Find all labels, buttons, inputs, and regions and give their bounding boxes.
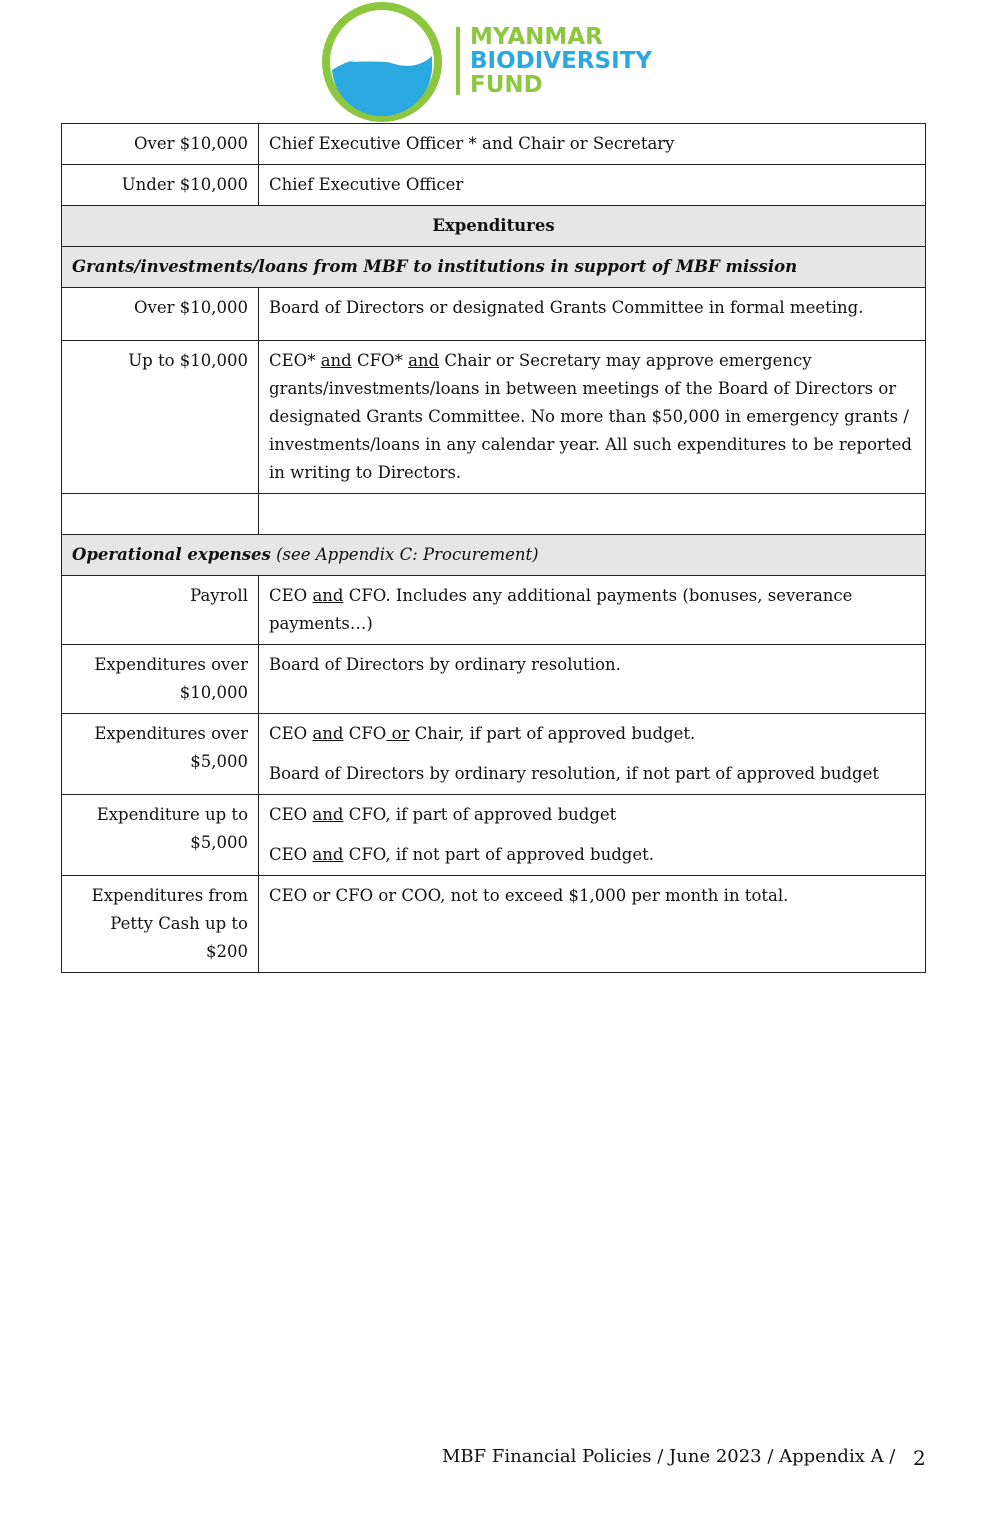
approval-cell <box>259 714 926 795</box>
section-title: Expenditures <box>62 206 926 247</box>
text: CEO* <box>269 351 316 370</box>
table-row <box>62 341 926 494</box>
subsection-row <box>62 535 926 576</box>
logo-line-1: MYANMAR <box>470 24 603 50</box>
amount-cell: Payroll <box>62 576 259 645</box>
approval-line <box>269 841 915 869</box>
empty-cell <box>62 494 259 535</box>
subsection-row <box>62 247 926 288</box>
amount-cell: Over $10,000 <box>62 124 259 165</box>
table-row <box>62 645 926 714</box>
footer-text: MBF Financial Policies / June 2023 / Appendix A / <box>442 1446 896 1467</box>
grants-heading-text: Grants/investments/loans from MBF to institutions in support of MBF mission <box>72 257 798 276</box>
table-row <box>62 795 926 876</box>
amount-cell: Expenditures over $5,000 <box>62 714 259 795</box>
table-row <box>62 288 926 341</box>
text-underlined: and <box>320 351 352 370</box>
empty-cell <box>259 494 926 535</box>
approval-cell <box>259 795 926 876</box>
text-underlined: or <box>386 724 410 743</box>
amount-cell: Up to $10,000 <box>62 341 259 494</box>
amount-cell: Expenditures over $10,000 <box>62 645 259 714</box>
text-underlined: and <box>312 845 344 864</box>
text: CFO <box>343 724 387 743</box>
mbf-logo-icon <box>320 0 446 124</box>
text: Chair or Secretary may approve emergency grants/investments/loans in between meetings of the Board of Directors or designated Grants Committee. No more than $50,000 in emergency grants / investments/loans in any calendar year. All such expenditures to be reported in writing to Directors. <box>269 351 912 482</box>
table-row <box>62 876 926 973</box>
table-row <box>62 165 926 206</box>
text: Chair, if part of approved budget. <box>409 724 696 743</box>
text-underlined: and <box>408 351 440 370</box>
text: CFO, if not part of approved budget. <box>343 845 654 864</box>
text: CEO <box>269 724 308 743</box>
text: CEO <box>269 845 308 864</box>
logo-wordmark <box>470 25 652 97</box>
amount-cell: Over $10,000 <box>62 288 259 341</box>
section-header-row <box>62 206 926 247</box>
text-underlined: and <box>312 805 344 824</box>
operational-heading-rest: (see Appendix C: Procurement) <box>270 545 539 564</box>
text: CFO* <box>351 351 403 370</box>
amount-cell: Expenditure up to $5,000 <box>62 795 259 876</box>
text-underlined: and <box>312 724 344 743</box>
text: CFO. Includes any additional payments (bonuses, severance payments…) <box>269 586 853 633</box>
text: CFO, if part of approved budget <box>343 805 617 824</box>
text: CEO <box>269 586 308 605</box>
approval-cell: Chief Executive Officer <box>259 165 926 206</box>
logo-line-3: FUND <box>470 72 543 98</box>
approval-cell <box>259 341 926 494</box>
table-row <box>62 124 926 165</box>
text: CEO <box>269 805 308 824</box>
empty-row <box>62 494 926 535</box>
grants-heading <box>62 247 926 288</box>
text-underlined: and <box>312 586 344 605</box>
approval-cell: Board of Directors by ordinary resolution. <box>259 645 926 714</box>
approval-line <box>269 720 915 748</box>
amount-cell: Under $10,000 <box>62 165 259 206</box>
operational-heading-bold: Operational expenses <box>72 545 271 564</box>
approval-line: Board of Directors by ordinary resolution, if not part of approved budget <box>269 764 879 783</box>
approval-authority-table <box>61 123 926 973</box>
logo-divider <box>456 27 460 95</box>
approval-line <box>269 801 915 829</box>
table-row <box>62 576 926 645</box>
table-row <box>62 714 926 795</box>
operational-heading <box>62 535 926 576</box>
page-number: 2 <box>913 1446 926 1470</box>
logo-line-2: BIODIVERSITY <box>470 48 652 74</box>
approval-cell: CEO or CFO or COO, not to exceed $1,000 per month in total. <box>259 876 926 973</box>
amount-cell: Expenditures from Petty Cash up to $200 <box>62 876 259 973</box>
approval-cell: Board of Directors or designated Grants Committee in formal meeting. <box>259 288 926 341</box>
page-header <box>0 0 981 124</box>
approval-cell <box>259 576 926 645</box>
approval-cell: Chief Executive Officer * and Chair or Secretary <box>259 124 926 165</box>
